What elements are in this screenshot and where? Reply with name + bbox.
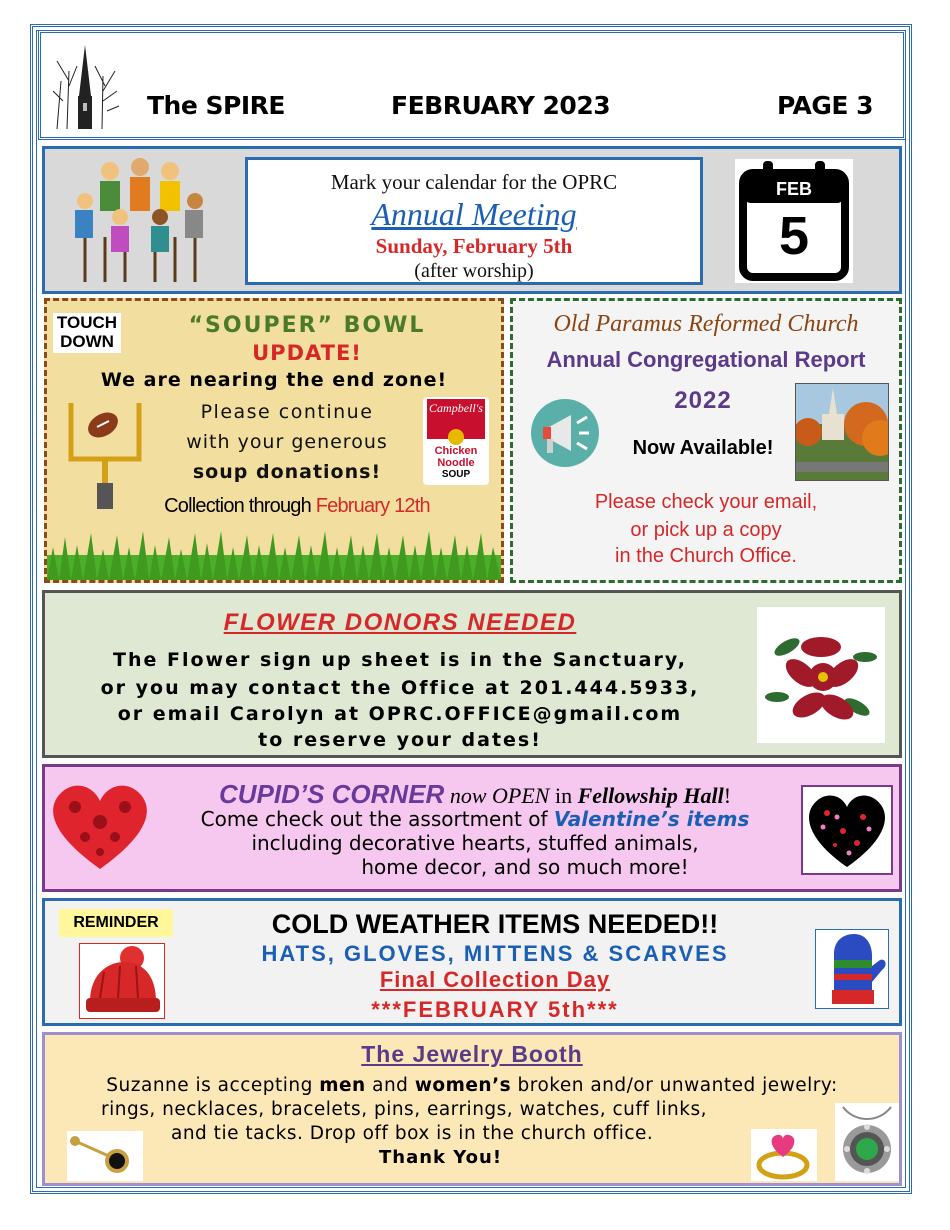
souper-line1: Please continue xyxy=(200,401,374,423)
meeting-intro: Mark your calendar for the OPRC xyxy=(330,170,618,194)
souper-line3: soup donations! xyxy=(192,461,382,483)
flowers-line-3: or email Carolyn at OPRC.OFFICE@gmail.com xyxy=(117,703,683,725)
cold-weather-final: Final Collection Day xyxy=(379,967,611,992)
annual-meeting-section xyxy=(42,146,902,294)
issue-date: FEBRUARY 2023 xyxy=(391,91,611,120)
black-heart-icon xyxy=(801,785,893,875)
cold-weather-title: COLD WEATHER ITEMS NEEDED!! xyxy=(271,909,719,939)
souper-line2: with your generous xyxy=(186,431,388,453)
cold-weather-section xyxy=(42,898,902,1026)
meeting-date: Sunday, February 5th xyxy=(375,234,573,258)
cold-weather-date: ***FEBRUARY 5th*** xyxy=(371,997,619,1022)
jewelry-title: The Jewelry Booth xyxy=(361,1041,583,1067)
jewelry-line-1: Suzanne is accepting men and women’s broken and/or unwanted jewelry: xyxy=(106,1075,838,1096)
flowers-line-4: to reserve your dates! xyxy=(258,729,542,751)
souper-collection: Collection through February 12th xyxy=(164,495,430,517)
souper-bowl-section xyxy=(44,298,504,583)
report-title: Annual Congregational Report xyxy=(546,347,866,372)
jewelry-line-2: rings, necklaces, bracelets, pins, earrings, watches, cuff links, xyxy=(101,1099,708,1120)
meeting-title: Annual Meeting xyxy=(371,196,577,232)
cupid-line-3: including decorative hearts, stuffed animals, xyxy=(251,831,699,855)
calendar-month: FEB xyxy=(776,179,812,199)
flowers-line-1: The Flower sign up sheet is in the Sanctuary, xyxy=(113,649,687,671)
reminder-badge: REMINDER xyxy=(59,909,173,937)
megaphone-icon xyxy=(529,397,601,469)
calendar-icon xyxy=(735,159,853,283)
report-note-1: Please check your email, xyxy=(594,491,818,513)
flowers-line-2: or you may contact the Office at 201.444.5933, xyxy=(100,677,700,699)
souper-bowl-tagline: We are nearing the end zone! xyxy=(100,369,448,391)
flower-donors-section xyxy=(42,590,902,758)
church-spire-icon xyxy=(47,41,121,131)
jewelry-thanks: Thank You! xyxy=(379,1147,503,1168)
annual-report-section xyxy=(510,298,902,583)
hearts-cluster-icon xyxy=(45,777,155,877)
report-note-3: in the Church Office. xyxy=(615,545,797,567)
meeting-group-icon xyxy=(65,157,215,285)
cupid-line-1: CUPID’S CORNER now OPEN in Fellowship Hall! xyxy=(218,779,732,809)
cupid-title: CUPID’S CORNER xyxy=(218,779,445,809)
report-note-2: or pick up a copy xyxy=(630,519,782,541)
report-available: Now Available! xyxy=(632,437,774,459)
cupid-line-2: Come check out the assortment of Valentine’s items xyxy=(200,807,750,831)
calendar-day: 5 xyxy=(778,206,810,266)
meeting-note: (after worship) xyxy=(414,260,534,282)
mitten-icon xyxy=(815,929,889,1009)
tie-tack-icon xyxy=(67,1131,143,1181)
cupids-corner-section xyxy=(42,764,902,892)
heart-ring-icon xyxy=(751,1129,817,1181)
newsletter-header xyxy=(38,30,906,140)
page-number: PAGE 3 xyxy=(777,91,874,120)
flowers-title: FLOWER DONORS NEEDED xyxy=(223,609,577,636)
cupid-line-4: home decor, and so much more! xyxy=(361,855,689,879)
souper-bowl-title: “SOUPER” BOWL xyxy=(188,313,426,338)
church-photo xyxy=(795,383,889,481)
jewelry-booth-section xyxy=(42,1032,902,1186)
soup-can-icon: Campbell's Chicken Noodle SOUP xyxy=(423,397,489,485)
cold-weather-items: HATS, GLOVES, MITTENS & SCARVES xyxy=(261,941,729,966)
report-year: 2022 xyxy=(674,387,732,414)
pendant-icon xyxy=(835,1103,899,1181)
touchdown-badge: TOUCH DOWN xyxy=(53,313,121,353)
annual-meeting-box xyxy=(245,157,703,285)
grass-decoration xyxy=(47,527,501,580)
church-name: Old Paramus Reformed Church xyxy=(553,311,859,337)
newsletter-title: The SPIRE xyxy=(147,91,285,120)
poinsettia-image xyxy=(757,607,885,743)
jewelry-line-3: and tie tacks. Drop off box is in the church office. xyxy=(171,1123,654,1144)
souper-bowl-update: UPDATE! xyxy=(252,341,362,365)
